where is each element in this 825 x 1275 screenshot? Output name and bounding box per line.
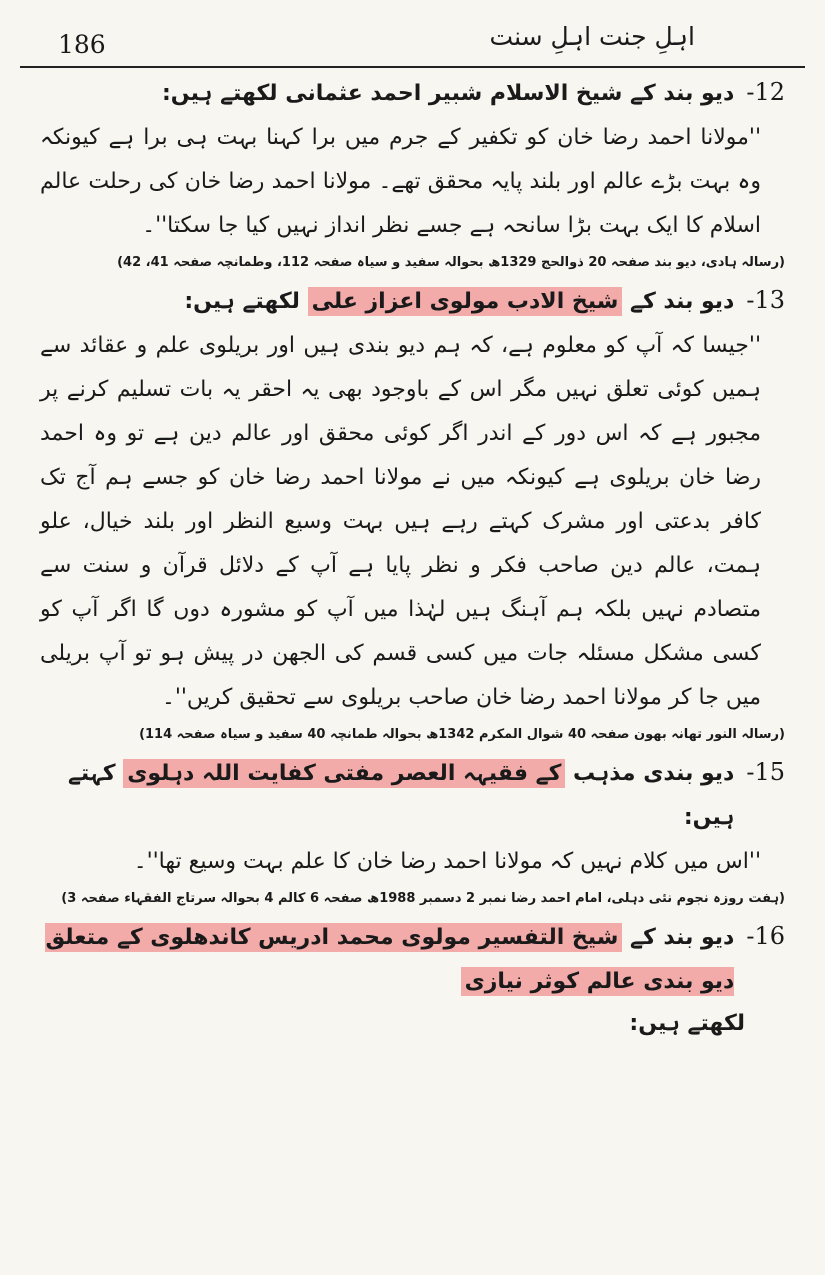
quote-text: ''جیسا کہ آپ کو معلوم ہے، کہ ہم دیو بندی ہیں اور بریلوی علم و عقائد سے ہمیں کوئی تعلق نہیں مگر اس کے باوجود بھی یہ احقر یہ بات تسلیم کرنے پر مجبور ہے کہ اس دور کے اندر اگر کوئی محقق اور عالم دین ہے تو وہ احمد رضا خان بریلوی ہے کیونکہ میں نے مولانا احمد رضا خان کو جسے ہم آج تک کافر بدعتی اور مشرک کہتے رہے ہیں بہت وسیع النظر اور بلند خیال، علو ہمت، عالم دین صاحب فکر و نظر پایا ہے آپ کے دلائل قرآن و سنت سے متصادم نہیں بلکہ ہم آہنگ ہیں لہٰذا میں آپ کو مشورہ دوں گا اگر آپ کو کسی مشکل مسئلہ جات میں کسی قسم کی الجھن در پیش ہو تو آپ بریلی میں جا کر مولانا احمد رضا خان صاحب بریلوی سے تحقیق کریں''۔ [40,333,761,710]
highlighted-name: کے فقیہہ العصر مفتی کفایت اللہ دہلوی [123,759,565,788]
page-number: 186 [58,30,106,59]
item-number: -16 [746,922,785,950]
intro-text: دیو بندی مذہب [573,761,735,786]
item-intro [40,752,734,840]
page-header [20,10,805,70]
item-tail-text: لکھتے ہیں: [629,1011,745,1036]
intro-text: دیو بند کے [630,925,735,950]
intro-text: دیو بند کے [630,289,735,314]
item-heading [40,914,785,1004]
item-intro [40,72,734,116]
item-heading [40,278,785,324]
quote-text: ''اس میں کلام نہیں کہ مولانا احمد رضا خان کا علم بہت وسیع تھا''۔ [133,849,761,874]
item-heading [40,750,785,840]
page-content [40,70,785,1215]
reference-citation: (ہفت روزہ نجوم نئی دہلی، امام احمد رضا نمبر 2 دسمبر 1988ھ صفحہ 6 کالم 4 بحوالہ سرتاج الفقہاء صفحہ 3) [61,891,785,906]
item-12 [40,70,785,278]
header-divider [20,66,805,68]
item-13 [40,278,785,750]
highlighted-name: شیخ الادب مولوی اعزاز علی [308,287,623,316]
intro-text: دیو بند کے شیخ الاسلام شبیر احمد عثمانی لکھتے ہیں: [161,81,735,106]
item-number: -12 [746,78,785,106]
reference-citation: (رسالہ ہادی، دیو بند صفحہ 20 ذوالحج 1329ھ بحوالہ سفید و سیاہ صفحہ 112، وطمانچہ صفحہ 41، 42) [117,255,785,270]
item-number: -13 [746,286,785,314]
item-15 [40,750,785,914]
reference-citation: (رسالہ النور تھانہ بھون صفحہ 40 شوال المکرم 1342ھ بحوالہ طمانچہ 40 سفید و سیاہ صفحہ 114) [139,727,785,742]
intro-text-after: لکھتے ہیں: [184,289,300,314]
running-title: اہلِ جنت اہلِ سنت [489,22,695,51]
quote-text: ''مولانا احمد رضا خان کو تکفیر کے جرم میں برا کہنا بہت ہی برا ہے کیونکہ وہ بہت بڑے عالم اور بلند پایہ محقق تھے۔ مولانا احمد رضا خان کی رحلت عالم اسلام کا ایک بہت بڑا سانحہ ہے جسے نظر انداز نہیں کیا جا سکتا''۔ [40,125,761,238]
highlighted-name: شیخ التفسیر مولوی محمد ادریس کاندھلوی کے متعلق دیو بندی عالم کوثر نیازی [45,925,735,994]
item-intro [40,280,734,324]
item-number: -15 [746,758,785,786]
item-heading [40,70,785,116]
intro-text-after: کہتے ہیں: [67,761,735,830]
item-16 [40,914,785,1044]
item-intro [40,916,734,1004]
